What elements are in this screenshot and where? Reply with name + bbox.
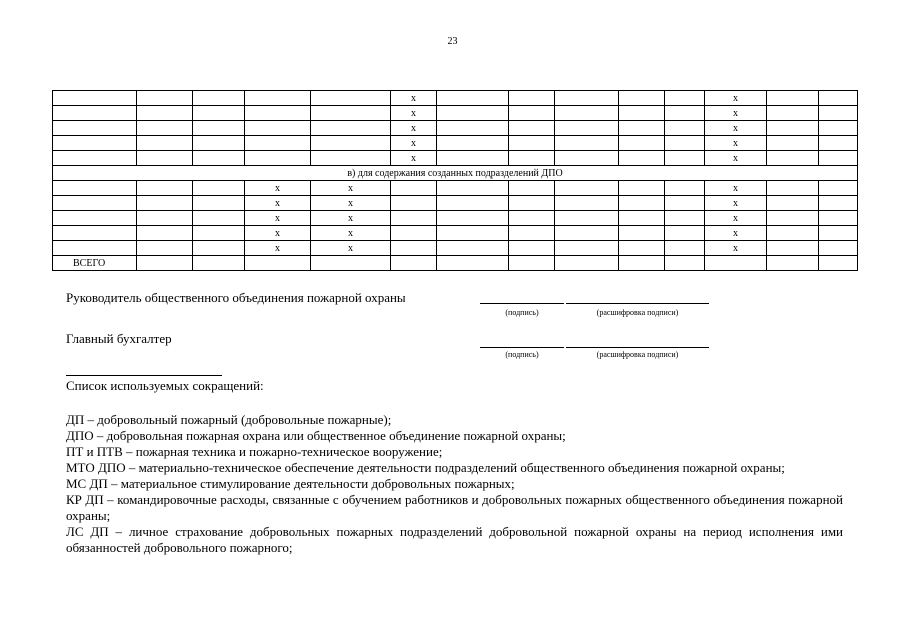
table-cell — [819, 196, 858, 211]
table-cell — [245, 121, 311, 136]
table-cell — [619, 241, 665, 256]
abbreviation-item: МС ДП – материальное стимулирование деятельности добровольных пожарных; — [66, 476, 515, 491]
table-cell — [767, 181, 819, 196]
table-cell — [53, 181, 137, 196]
table-cell — [767, 226, 819, 241]
table-cell — [619, 136, 665, 151]
table-cell — [509, 121, 555, 136]
table-cell — [193, 196, 245, 211]
table-row — [53, 241, 858, 256]
table-cell — [555, 181, 619, 196]
table-cell — [391, 181, 437, 196]
table-cell — [311, 256, 391, 271]
abbreviation-item: КР ДП – командировочные расходы, связанные с обучением работников и добровольных пожарных общественного объединения пожарной охраны; — [66, 492, 843, 523]
table-cell — [245, 136, 311, 151]
table-cell — [555, 91, 619, 106]
table-cell — [819, 106, 858, 121]
table-cell — [137, 106, 193, 121]
table-cell-mark: х — [391, 106, 437, 121]
table-cell — [391, 241, 437, 256]
table-cell — [509, 226, 555, 241]
table-cell — [193, 121, 245, 136]
table-cell — [619, 91, 665, 106]
table-cell — [619, 211, 665, 226]
table-cell — [137, 91, 193, 106]
table-cell — [391, 211, 437, 226]
table-cell — [665, 196, 705, 211]
table-cell — [437, 136, 509, 151]
table-cell — [555, 256, 619, 271]
table-row — [53, 211, 858, 226]
table-cell-mark: х — [245, 211, 311, 226]
head-signature-caption: (подпись) — [505, 308, 539, 317]
table-row — [53, 196, 858, 211]
table-cell — [437, 181, 509, 196]
table-cell-mark: х — [705, 211, 767, 226]
table-cell — [137, 181, 193, 196]
table-cell — [311, 151, 391, 166]
head-signature-title: Руководитель общественного объединения пожарной охраны — [66, 290, 406, 305]
table-cell — [665, 151, 705, 166]
table-cell — [509, 136, 555, 151]
abbreviation-item: ЛС ДП – личное страхование добровольных пожарных подразделений добровольной пожарной охраны на период исполнения ими обязанностей добровольного пожарного; — [66, 524, 843, 555]
table-cell — [619, 226, 665, 241]
table-cell-mark: х — [391, 121, 437, 136]
table-cell — [53, 151, 137, 166]
table-row — [53, 121, 858, 136]
table-cell-mark: х — [311, 181, 391, 196]
table-cell-mark: х — [245, 226, 311, 241]
table-cell — [665, 256, 705, 271]
table-cell — [819, 211, 858, 226]
table-cell-mark: х — [705, 241, 767, 256]
table-cell — [437, 256, 509, 271]
table-cell — [437, 106, 509, 121]
table-cell-mark: х — [705, 196, 767, 211]
table-cell — [509, 181, 555, 196]
table-cell — [665, 241, 705, 256]
table-cell — [137, 151, 193, 166]
table-row — [53, 91, 858, 106]
accountant-name-line — [566, 347, 709, 348]
accountant-signature-line — [480, 347, 564, 348]
table-cell — [819, 121, 858, 136]
table-cell — [137, 241, 193, 256]
table-cell — [509, 151, 555, 166]
table-cell-mark: х — [245, 241, 311, 256]
table-cell — [509, 241, 555, 256]
table-cell — [137, 256, 193, 271]
table-cell — [819, 136, 858, 151]
table-cell — [437, 211, 509, 226]
table-cell — [767, 211, 819, 226]
table-cell — [767, 106, 819, 121]
table-cell — [555, 226, 619, 241]
table-row — [53, 226, 858, 241]
abbreviation-item: МТО ДПО – материально-техническое обеспечение деятельности подразделений общественного объединения пожарной охраны; — [66, 460, 785, 475]
abbreviations-title: Список используемых сокращений: — [66, 378, 264, 393]
table-cell — [245, 151, 311, 166]
table-cell — [193, 91, 245, 106]
accountant-name-caption: (расшифровка подписи) — [596, 350, 679, 359]
table-cell-mark: х — [705, 151, 767, 166]
table-cell — [767, 136, 819, 151]
table-cell — [509, 196, 555, 211]
total-row — [53, 256, 858, 271]
table-cell — [137, 211, 193, 226]
table-cell — [767, 91, 819, 106]
table-cell — [193, 106, 245, 121]
table-cell — [391, 226, 437, 241]
table-cell — [53, 136, 137, 151]
table-cell-mark: х — [311, 196, 391, 211]
table-cell — [53, 226, 137, 241]
table-cell-mark: х — [391, 151, 437, 166]
head-signature-line — [480, 303, 564, 304]
table-cell — [193, 136, 245, 151]
table-cell — [245, 256, 311, 271]
accountant-signature-caption: (подпись) — [505, 350, 539, 359]
table-cell — [193, 151, 245, 166]
table-cell-mark: х — [705, 121, 767, 136]
table-cell — [555, 196, 619, 211]
table-cell — [819, 91, 858, 106]
table-cell — [767, 256, 819, 271]
table-cell — [245, 106, 311, 121]
table-cell — [311, 121, 391, 136]
table-cell — [437, 241, 509, 256]
table-cell — [555, 106, 619, 121]
head-name-caption: (расшифровка подписи) — [596, 308, 679, 317]
abbreviations-list — [66, 412, 843, 556]
table-cell — [137, 196, 193, 211]
table-cell — [619, 181, 665, 196]
table-cell — [555, 136, 619, 151]
table-body — [53, 91, 858, 271]
table-cell-mark: х — [245, 181, 311, 196]
table-cell — [509, 106, 555, 121]
table-cell — [193, 241, 245, 256]
table-cell — [819, 256, 858, 271]
table-cell — [767, 196, 819, 211]
table-row — [53, 151, 858, 166]
table-cell-mark: х — [311, 226, 391, 241]
table-cell — [619, 106, 665, 121]
total-label: ВСЕГО — [53, 256, 137, 271]
table-cell — [767, 151, 819, 166]
table-cell-mark: х — [311, 241, 391, 256]
table-cell-mark: х — [705, 106, 767, 121]
table-cell — [665, 136, 705, 151]
table-cell — [509, 211, 555, 226]
table-cell — [137, 226, 193, 241]
table-cell — [767, 121, 819, 136]
table-cell-mark: х — [705, 181, 767, 196]
report-table — [52, 90, 858, 271]
table-cell — [245, 91, 311, 106]
table-cell — [391, 196, 437, 211]
table-cell — [619, 196, 665, 211]
table-cell — [665, 91, 705, 106]
table-cell — [619, 256, 665, 271]
table-row — [53, 136, 858, 151]
table-cell-mark: х — [705, 91, 767, 106]
table-cell — [53, 211, 137, 226]
table-cell — [437, 226, 509, 241]
accountant-signature-title: Главный бухгалтер — [66, 331, 172, 346]
page-number: 23 — [447, 36, 458, 47]
table-cell — [819, 151, 858, 166]
abbreviation-item: ДП – добровольный пожарный (добровольные пожарные); — [66, 412, 392, 427]
table-cell — [555, 121, 619, 136]
table-cell — [437, 151, 509, 166]
table-cell — [555, 211, 619, 226]
table-row — [53, 106, 858, 121]
abbreviation-item: ПТ и ПТВ – пожарная техника и пожарно-техническое вооружение; — [66, 444, 443, 459]
table-cell — [555, 151, 619, 166]
table-cell — [53, 121, 137, 136]
footnote-divider — [66, 375, 222, 376]
abbreviation-item: ДПО – добровольная пожарная охрана или общественное объединение пожарной охраны; — [66, 428, 566, 443]
table-cell — [53, 196, 137, 211]
section-row — [53, 166, 858, 181]
table-cell — [767, 241, 819, 256]
table-cell — [665, 106, 705, 121]
table-cell — [193, 181, 245, 196]
head-name-line — [566, 303, 709, 304]
table-cell-mark: х — [705, 136, 767, 151]
table-cell — [509, 256, 555, 271]
table-cell — [437, 91, 509, 106]
table-cell — [391, 256, 437, 271]
table-cell — [193, 211, 245, 226]
table-cell — [819, 226, 858, 241]
table-cell — [619, 121, 665, 136]
table-cell — [665, 211, 705, 226]
table-cell — [555, 241, 619, 256]
section-label: в) для содержания созданных подразделений ДПО — [53, 166, 858, 181]
table-cell-mark: х — [705, 226, 767, 241]
table-cell — [665, 121, 705, 136]
table-cell — [437, 196, 509, 211]
table-cell — [137, 121, 193, 136]
table-row — [53, 181, 858, 196]
table-cell — [665, 181, 705, 196]
table-cell — [619, 151, 665, 166]
table-cell — [819, 181, 858, 196]
table-cell — [193, 226, 245, 241]
table-cell — [53, 106, 137, 121]
table-cell — [137, 136, 193, 151]
table-cell — [665, 226, 705, 241]
table-cell-mark: х — [391, 91, 437, 106]
table-cell-mark: х — [391, 136, 437, 151]
table-cell — [53, 91, 137, 106]
table-cell — [193, 256, 245, 271]
table-cell — [819, 241, 858, 256]
table-cell-mark: х — [245, 196, 311, 211]
table-cell — [509, 91, 555, 106]
table-cell — [311, 136, 391, 151]
table-cell — [311, 106, 391, 121]
table-cell — [437, 121, 509, 136]
table-cell-mark: х — [311, 211, 391, 226]
table-cell — [311, 91, 391, 106]
table-cell — [53, 241, 137, 256]
table-cell — [705, 256, 767, 271]
